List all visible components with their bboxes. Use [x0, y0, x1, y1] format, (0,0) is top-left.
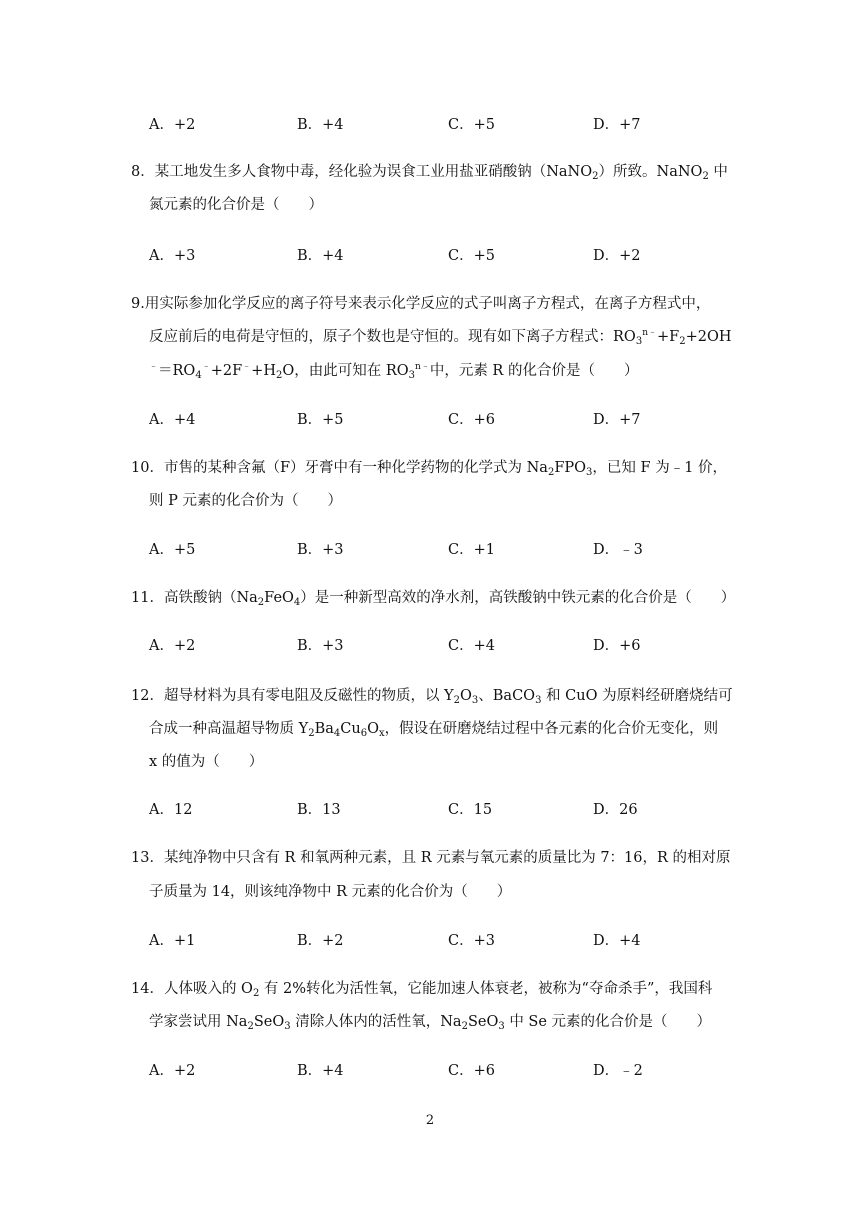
q10-option-a[interactable]: A．+5: [149, 542, 196, 558]
q7-option-c[interactable]: C．+5: [448, 117, 495, 133]
q9-option-b[interactable]: B．+5: [297, 412, 344, 428]
q7-options: [0, 113, 860, 133]
q13-stem-line1: 13．某纯净物中只含有 R 和氧两种元素，且 R 元素与氧元素的质量比为 7：16，R 的相对原: [131, 850, 731, 866]
q9-options: [0, 408, 860, 428]
q13-option-b[interactable]: B．+2: [297, 933, 344, 949]
q11-option-c[interactable]: C．+4: [448, 638, 495, 654]
q8-option-a[interactable]: A．+3: [149, 248, 196, 264]
q10-stem-line1: 10．市售的某种含氟（F）牙膏中有一种化学药物的化学式为 $Na_2FPO_3$，已知 F 为﹣1 价，: [131, 460, 728, 478]
q10-option-c[interactable]: C．+1: [448, 542, 495, 558]
q9-option-d[interactable]: D．+7: [593, 412, 641, 428]
q12-option-c[interactable]: C．15: [448, 802, 493, 818]
page-number: 2: [425, 1113, 435, 1128]
q9-stem-line3: $^﹣=RO_4^﹣+2F^﹣+H_2O$，由此可知在 $RO_3^{n﹣}$中，元素 R 的化合价是（ ）: [149, 362, 639, 381]
q8-option-b[interactable]: B．+4: [297, 248, 344, 264]
q14-option-b[interactable]: B．+4: [297, 1063, 344, 1079]
q9-stem-line1: 9.用实际参加化学反应的离子符号来表示化学反应的式子叫离子方程式，在离子方程式中，: [131, 296, 711, 312]
q14-stem-line1: 14．人体吸入的 $O_2$ 有 2%转化为活性氧，它能加速人体衰老，被称为“夺命杀手”，我国科: [131, 981, 713, 999]
q8-options: [0, 244, 860, 264]
q13-option-d[interactable]: D．+4: [593, 933, 641, 949]
q11-options: [0, 634, 860, 654]
q7-option-b[interactable]: B．+4: [297, 117, 344, 133]
q8-option-d[interactable]: D．+2: [593, 248, 641, 264]
q13-option-a[interactable]: A．+1: [149, 933, 196, 949]
q10-option-b[interactable]: B．+3: [297, 542, 344, 558]
q14-option-a[interactable]: A．+2: [149, 1063, 196, 1079]
q9-option-c[interactable]: C．+6: [448, 412, 495, 428]
q13-stem-line2: 子质量为 14，则该纯净物中 R 元素的化合价为（ ）: [149, 884, 512, 900]
q8-stem-line2: 氮元素的化合价是（ ）: [149, 197, 323, 213]
q12-stem-line2: 合成一种高温超导物质 $Y_2Ba_4Cu_6O_x$，假设在研磨烧结过程中各元素的化合价无变化，则: [149, 721, 719, 739]
q7-option-d[interactable]: D．+7: [593, 117, 641, 133]
q8-option-c[interactable]: C．+5: [448, 248, 495, 264]
q9-stem-line2: 反应前后的电荷是守恒的，原子个数也是守恒的。现有如下离子方程式：$RO_3^{n﹣}+F_2+2OH$: [149, 328, 732, 347]
q12-stem-line3: x 的值为（ ）: [149, 754, 264, 770]
q14-option-c[interactable]: C．+6: [448, 1063, 495, 1079]
q11-option-d[interactable]: D．+6: [593, 638, 641, 654]
q11-option-a[interactable]: A．+2: [149, 638, 196, 654]
q14-options: [0, 1059, 860, 1079]
q12-option-d[interactable]: D．26: [593, 802, 638, 818]
q14-option-d[interactable]: D．﹣2: [593, 1063, 643, 1079]
q11-option-b[interactable]: B．+3: [297, 638, 344, 654]
q8-stem-line1: 8．某工地发生多人食物中毒，经化验为误食工业用盐亚硝酸钠（NaNO$_2$）所致。NaNO$_2$ 中: [131, 164, 728, 182]
q9-option-a[interactable]: A．+4: [149, 412, 196, 428]
q14-stem-line2: 学家尝试用 $Na_2SeO_3$ 清除人体内的活性氧，$Na_2SeO_3$ 中 Se 元素的化合价是（ ）: [149, 1014, 712, 1032]
q13-options: [0, 929, 860, 949]
q11-stem-line1: 11．高铁酸钠$(Na_2FeO_4)$是一种新型高效的净水剂，高铁酸钠中铁元素的化合价是（ ）: [131, 590, 736, 608]
q12-options: [0, 798, 860, 818]
q10-option-d[interactable]: D．﹣3: [593, 542, 643, 558]
q7-option-a[interactable]: A．+2: [149, 117, 196, 133]
q13-option-c[interactable]: C．+3: [448, 933, 495, 949]
q10-options: [0, 538, 860, 558]
q10-stem-line2: 则 P 元素的化合价为（ ）: [149, 493, 342, 509]
q12-stem-line1: 12．超导材料为具有零电阻及反磁性的物质，以 $Y_2O_3$、BaCO$_3$ 和 CuO 为原料经研磨烧结可: [131, 688, 733, 706]
q12-option-b[interactable]: B．13: [297, 802, 341, 818]
q12-option-a[interactable]: A．12: [149, 802, 193, 818]
